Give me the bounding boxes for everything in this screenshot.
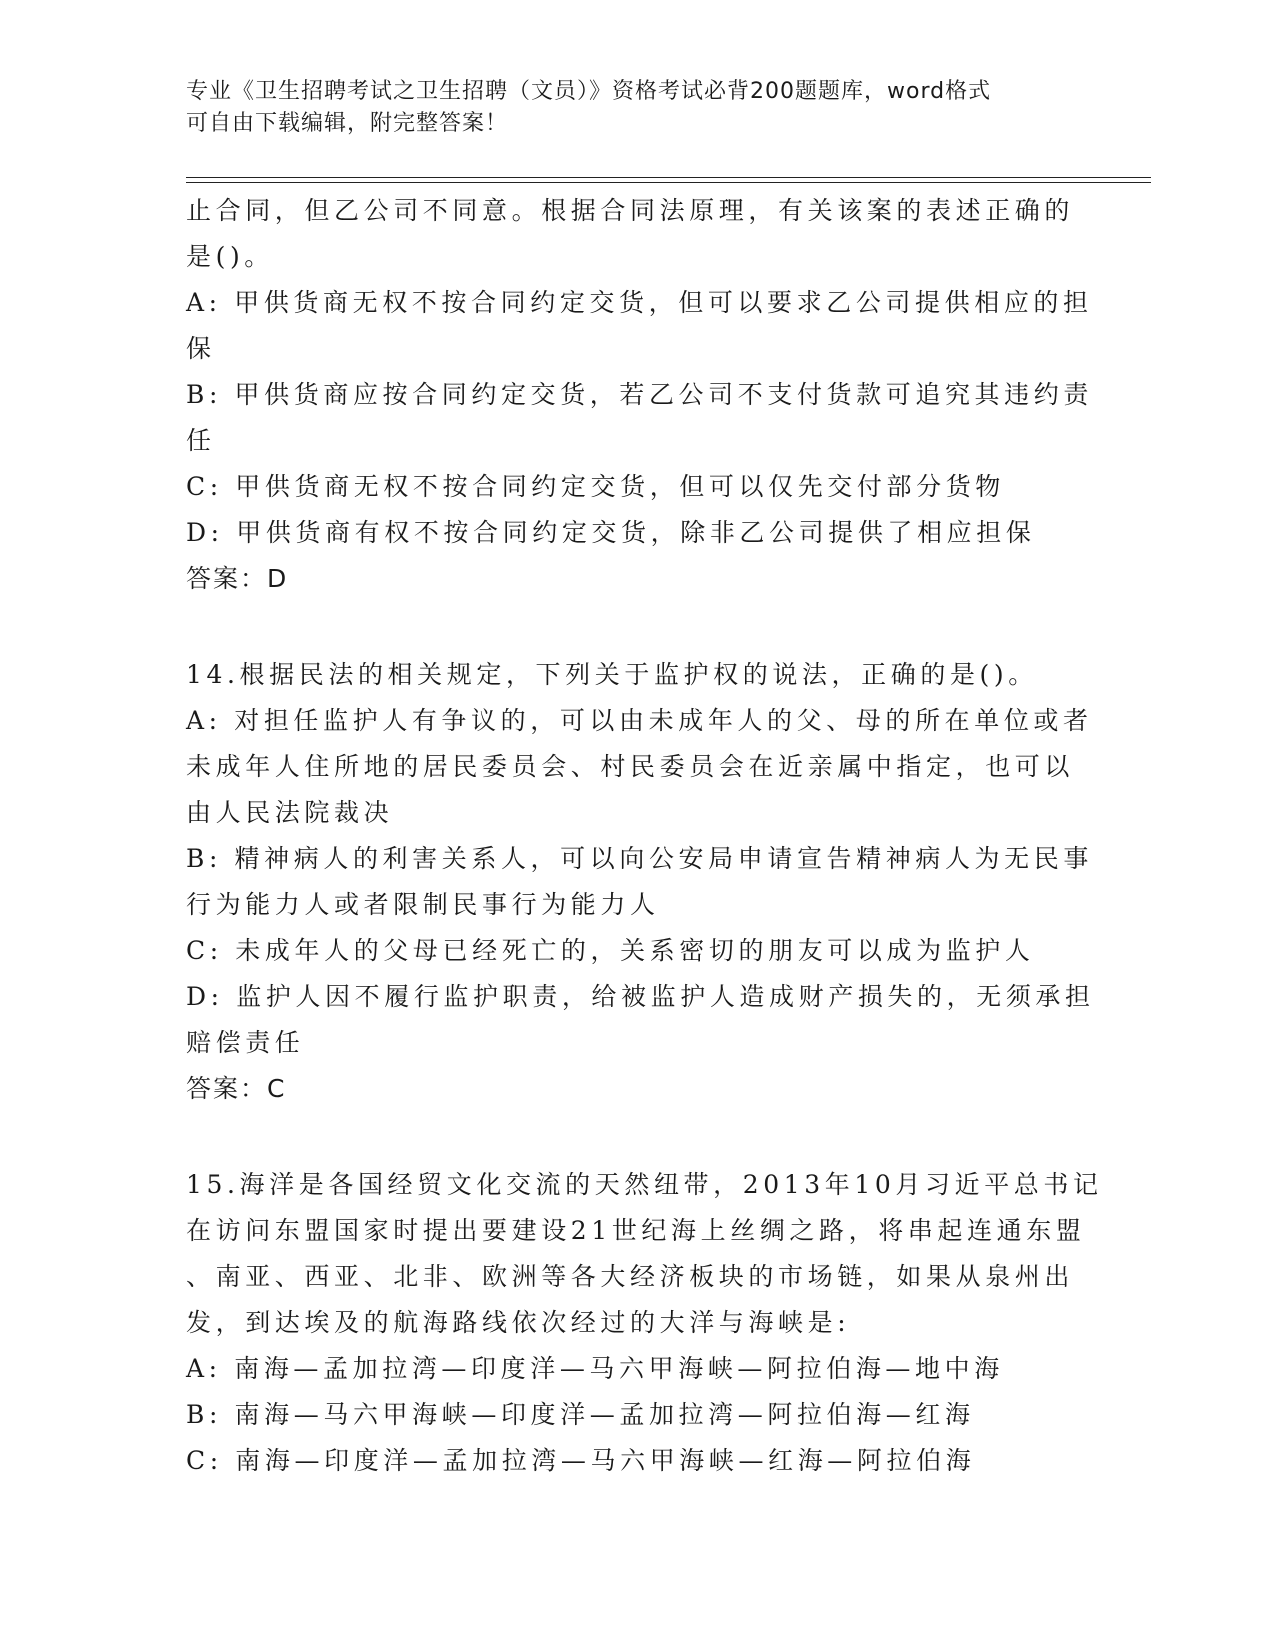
- answer-label: 答案：C: [186, 1074, 287, 1103]
- question-spacer: [186, 1112, 1086, 1162]
- option-b-line: B: 南海—马六甲海峡—印度洋—孟加拉湾—阿拉伯海—红海: [186, 1400, 975, 1429]
- option-b-line: B: 甲供货商应按合同约定交货，若乙公司不支付货款可追究其违约责: [186, 380, 1093, 409]
- question-stem-line: 15.海洋是各国经贸文化交流的天然纽带，2013年10月习近平总书记: [186, 1170, 1103, 1199]
- answer-label: 答案：D: [186, 564, 289, 593]
- question-stem-line: 是()。: [186, 242, 274, 271]
- question-stem-line: 在访问东盟国家时提出要建设21世纪海上丝绸之路，将串起连通东盟: [186, 1216, 1086, 1245]
- option-d-line: 赔偿责任: [186, 1028, 305, 1057]
- option-a-line: 未成年人住所地的居民委员会、村民委员会在近亲属中指定，也可以: [186, 752, 1075, 781]
- document-body: [186, 188, 1103, 1484]
- question-stem-line: 、南亚、西亚、北非、欧洲等各大经济板块的市场链，如果从泉州出: [186, 1262, 1075, 1291]
- header-title-line-2: 可自由下载编辑，附完整答案！: [186, 111, 509, 136]
- option-a-line: A: 甲供货商无权不按合同约定交货，但可以要求乙公司提供相应的担: [186, 288, 1093, 317]
- question-14: [186, 652, 1095, 1112]
- question-stem-line: 发，到达埃及的航海路线依次经过的大洋与海峡是:: [186, 1308, 851, 1337]
- option-a-line: A: 南海—孟加拉湾—印度洋—马六甲海峡—阿拉伯海—地中海: [186, 1354, 1004, 1383]
- option-d-line: D: 甲供货商有权不按合同约定交货，除非乙公司提供了相应担保: [186, 518, 1036, 547]
- option-b-line: B: 精神病人的利害关系人，可以向公安局申请宣告精神病人为无民事: [186, 844, 1093, 873]
- option-c-line: C: 甲供货商无权不按合同约定交货，但可以仅先交付部分货物: [186, 472, 1005, 501]
- option-a-line: A: 对担任监护人有争议的，可以由未成年人的父、母的所在单位或者: [186, 706, 1093, 735]
- option-c-line: C: 未成年人的父母已经死亡的，关系密切的朋友可以成为监护人: [186, 936, 1035, 965]
- option-a-line: 保: [186, 334, 216, 363]
- header-divider-bottom: [186, 182, 1151, 183]
- option-c-line: C: 南海—印度洋—孟加拉湾—马六甲海峡—红海—阿拉伯海: [186, 1446, 976, 1475]
- option-b-line: 任: [186, 426, 216, 455]
- option-a-line: 由人民法院裁决: [186, 798, 394, 827]
- option-d-line: D: 监护人因不履行监护职责，给被监护人造成财产损失的，无须承担: [186, 982, 1095, 1011]
- option-b-line: 行为能力人或者限制民事行为能力人: [186, 890, 660, 919]
- question-spacer: [186, 602, 1086, 652]
- question-15: [186, 1162, 1103, 1484]
- header-title-line-1: 专业《卫生招聘考试之卫生招聘（文员）》资格考试必背200题题库，word格式: [186, 79, 992, 104]
- document-header: [186, 76, 1066, 140]
- question-stem-line: 14.根据民法的相关规定，下列关于监护权的说法，正确的是()。: [186, 660, 1038, 689]
- header-divider-top: [186, 177, 1151, 178]
- question-13: [186, 188, 1093, 602]
- question-stem-line: 止合同，但乙公司不同意。根据合同法原理，有关该案的表述正确的: [186, 196, 1075, 225]
